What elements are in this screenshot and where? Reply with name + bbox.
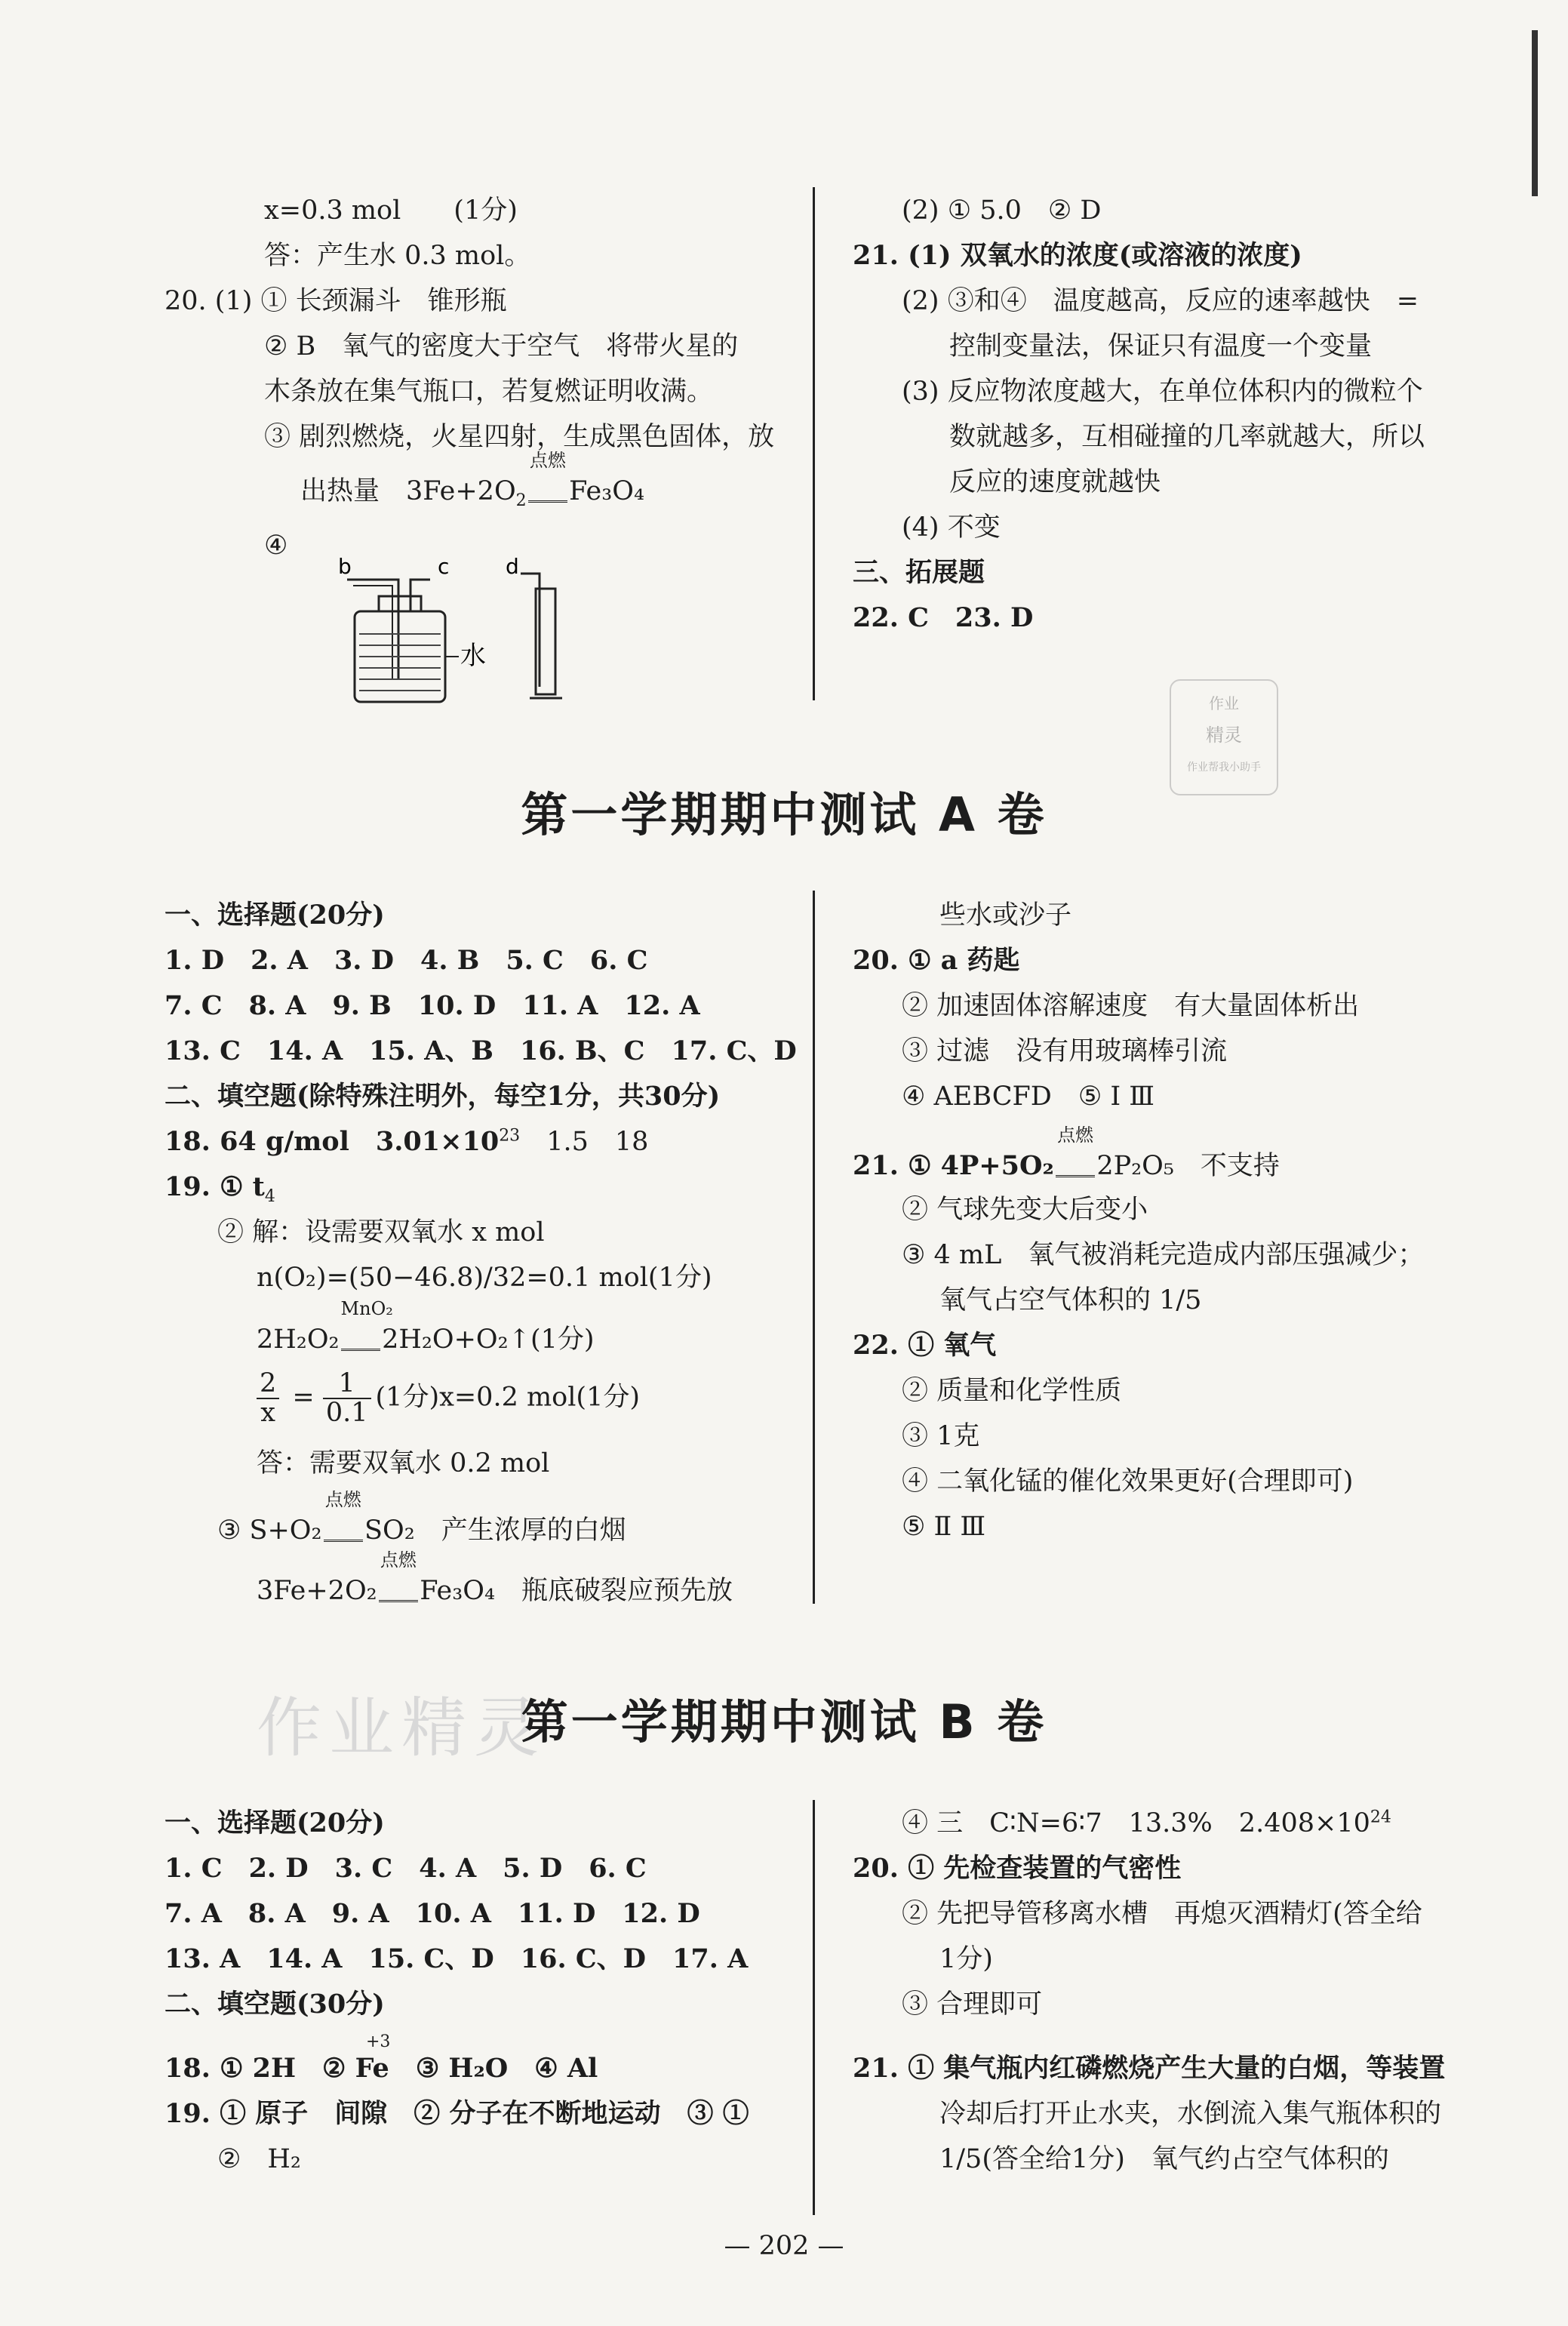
text-line: 19. ① 原子 间隙 ② 分子在不断地运动 ③ ① — [164, 2098, 749, 2129]
text-line: 18. ① 2H ② Fe ③ H₂O ④ Al — [164, 2053, 598, 2084]
text-line: (4) 不变 — [902, 512, 1001, 543]
text-line: 21. ① 4P+5O₂ 点燃 2P₂O₅ 不支持 — [853, 1125, 1280, 1181]
text-line: x=0.3 mol (1分) — [264, 195, 518, 226]
text-line: 些水或沙子 — [939, 900, 1072, 931]
text-line: ② 加速固体溶解速度 有大量固体析出 — [902, 991, 1360, 1021]
text-line: ③ 4 mL 氧气被消耗完造成内部压强减少； — [902, 1240, 1425, 1270]
text-line: 22. C 23. D — [853, 602, 1034, 633]
answer-row: 1. C 2. D 3. C 4. A 5. D 6. C — [164, 1853, 647, 1884]
text-line: 答：需要双氧水 0.2 mol — [257, 1448, 550, 1478]
text-line: ③ 合理即可 — [902, 1989, 1043, 2020]
label-d: d — [506, 554, 519, 579]
text-line: ③ S+O₂ 点燃 SO₂ 产生浓厚的白烟 — [217, 1489, 626, 1546]
text-line: ③ 剧烈燃烧，火星四射，生成黑色固体，放 — [264, 422, 775, 452]
reaction-arrow: 点燃 — [1056, 1149, 1096, 1177]
text-line: (2) ③和④ 温度越高，反应的速率越快 = — [902, 286, 1419, 316]
text-line: ② B 氧气的密度大于空气 将带火星的 — [264, 331, 739, 362]
text-line: ④ 三 C∶N=6∶7 13.3% $2.408\times 10^{24}$ — [902, 1808, 1391, 1838]
text-line: 答：产生水 0.3 mol。 — [264, 241, 531, 271]
text-line: ④ 二氧化锰的催化效果更好(合理即可) — [902, 1466, 1354, 1497]
column-divider-top — [813, 187, 815, 700]
text-line: 反应的速度就越快 — [949, 467, 1161, 497]
text-line: 1分) — [939, 1944, 993, 1974]
text-line: 20. (1) ① 长颈漏斗 锥形瓶 — [164, 286, 507, 316]
text-line: 木条放在集气瓶口，若复燃证明收满。 — [264, 377, 714, 407]
section-heading: 二、填空题(除特殊注明外，每空1分，共30分) — [164, 1081, 721, 1112]
text-line: (3) 反应物浓度越大，在单位体积内的微粒个 — [902, 377, 1423, 407]
text-line: 冷却后打开止水夹，水倒流入集气瓶体积的 — [939, 2099, 1442, 2129]
fraction: $\frac{2}{x}$ — [257, 1370, 279, 1427]
text-line: 18. 64 g/mol $3.01\times 10^{23}$ 1.5 18 — [164, 1126, 649, 1157]
answer-row: 7. C 8. A 9. B 10. D 11. A 12. A — [164, 990, 700, 1021]
text-line: 21. ① 集气瓶内红磷燃烧产生大量的白烟，等装置 — [853, 2053, 1446, 2084]
text-line: ② 气球先变大后变小 — [902, 1195, 1148, 1225]
text-line: $\frac{2}{x}$ = $\frac{1}{0.1}$ (1分)x=0.2 mol(1分) — [257, 1370, 640, 1427]
label-b: b — [338, 554, 352, 579]
column-divider-b — [813, 1800, 815, 2215]
label-water: 水 — [460, 641, 486, 671]
section-heading: 二、填空题(30分) — [164, 1989, 385, 2020]
text-line: ② 质量和化学性质 — [902, 1376, 1122, 1406]
text-line: 出热量 $3Fe+2O_2$ 点燃 Fe₃O₄ — [300, 450, 644, 510]
answer-row: 13. C 14. A 15. A、B 16. B、C 17. C、D — [164, 1035, 797, 1066]
reaction-arrow: 点燃 — [379, 1574, 419, 1602]
text-line: ③ 过滤 没有用玻璃棒引流 — [902, 1036, 1228, 1066]
fe-charge: +3 — [366, 2032, 391, 2051]
fraction: $\frac{1}{0.1}$ — [323, 1370, 371, 1427]
text-line: 20. ① 先检查装置的气密性 — [853, 1853, 1182, 1884]
text-line: 1/5(答全给1分) 氧气约占空气体积的 — [939, 2144, 1389, 2174]
column-divider-a — [813, 891, 815, 1604]
text-line: ② 先把导管移离水槽 再熄灭酒精灯(答全给 — [902, 1899, 1422, 1929]
page-number: — 202 — — [724, 2231, 844, 2261]
text-line: ② H₂ — [217, 2144, 301, 2174]
section-heading: 三、拓展题 — [853, 557, 985, 588]
section-heading: 一、选择题(20分) — [164, 1808, 385, 1838]
text-line: ② 解：设需要双氧水 x mol — [217, 1217, 545, 1248]
text-line: 19. ① $t_4$ — [164, 1171, 275, 1206]
text-line: 2H₂O₂ MnO₂ 2H₂O+O₂↑(1分) — [257, 1298, 595, 1355]
text-line: 控制变量法，保证只有温度一个变量 — [949, 331, 1373, 362]
gas-bottle-apparatus — [332, 543, 589, 709]
text-line: 3Fe+2O₂ 点燃 Fe₃O₄ 瓶底破裂应预先放 — [257, 1549, 733, 1606]
reaction-arrow: MnO₂ — [341, 1322, 381, 1351]
text-line: 21. (1) 双氧水的浓度(或溶液的浓度) — [853, 240, 1302, 271]
section-title-a: 第一学期期中测试 A 卷 — [521, 787, 1047, 842]
text-line: ③ 1克 — [902, 1421, 980, 1451]
answer-row: 1. D 2. A 3. D 4. B 5. C 6. C — [164, 945, 648, 976]
answer-row: 13. A 14. A 15. C、D 16. C、D 17. A — [164, 1943, 749, 1974]
text-line: n(O₂)=(50−46.8)/32=0.1 mol(1分) — [257, 1263, 712, 1293]
text-line: ④ AEBCFD ⑤ Ⅰ Ⅲ — [902, 1081, 1155, 1112]
app-stamp: 作业 精灵 作业帮我小助手 — [1170, 679, 1278, 795]
answer-row: 7. A 8. A 9. A 10. A 11. D 12. D — [164, 1898, 700, 1929]
section-heading: 一、选择题(20分) — [164, 900, 385, 931]
label-c: c — [438, 554, 450, 579]
reaction-arrow: 点燃 — [324, 1513, 364, 1542]
text-line: ④ — [264, 531, 288, 561]
text-line: 20. ① a 药匙 — [853, 945, 1020, 976]
text-line: 氧气占空气体积的 1/5 — [939, 1285, 1202, 1315]
text-line: 数就越多，互相碰撞的几率就越大，所以 — [949, 422, 1425, 452]
text-line: ⑤ Ⅱ Ⅲ — [902, 1512, 986, 1542]
text-line: (2) ① 5.0 ② D — [902, 195, 1102, 226]
watermark: 作业精灵 — [257, 1691, 546, 1766]
text-line: 22. ① 氧气 — [853, 1330, 997, 1361]
reaction-arrow: 点燃 — [528, 474, 568, 503]
section-title-b: 第一学期期中测试 B 卷 — [521, 1694, 1047, 1749]
edge-mark — [1532, 30, 1538, 196]
